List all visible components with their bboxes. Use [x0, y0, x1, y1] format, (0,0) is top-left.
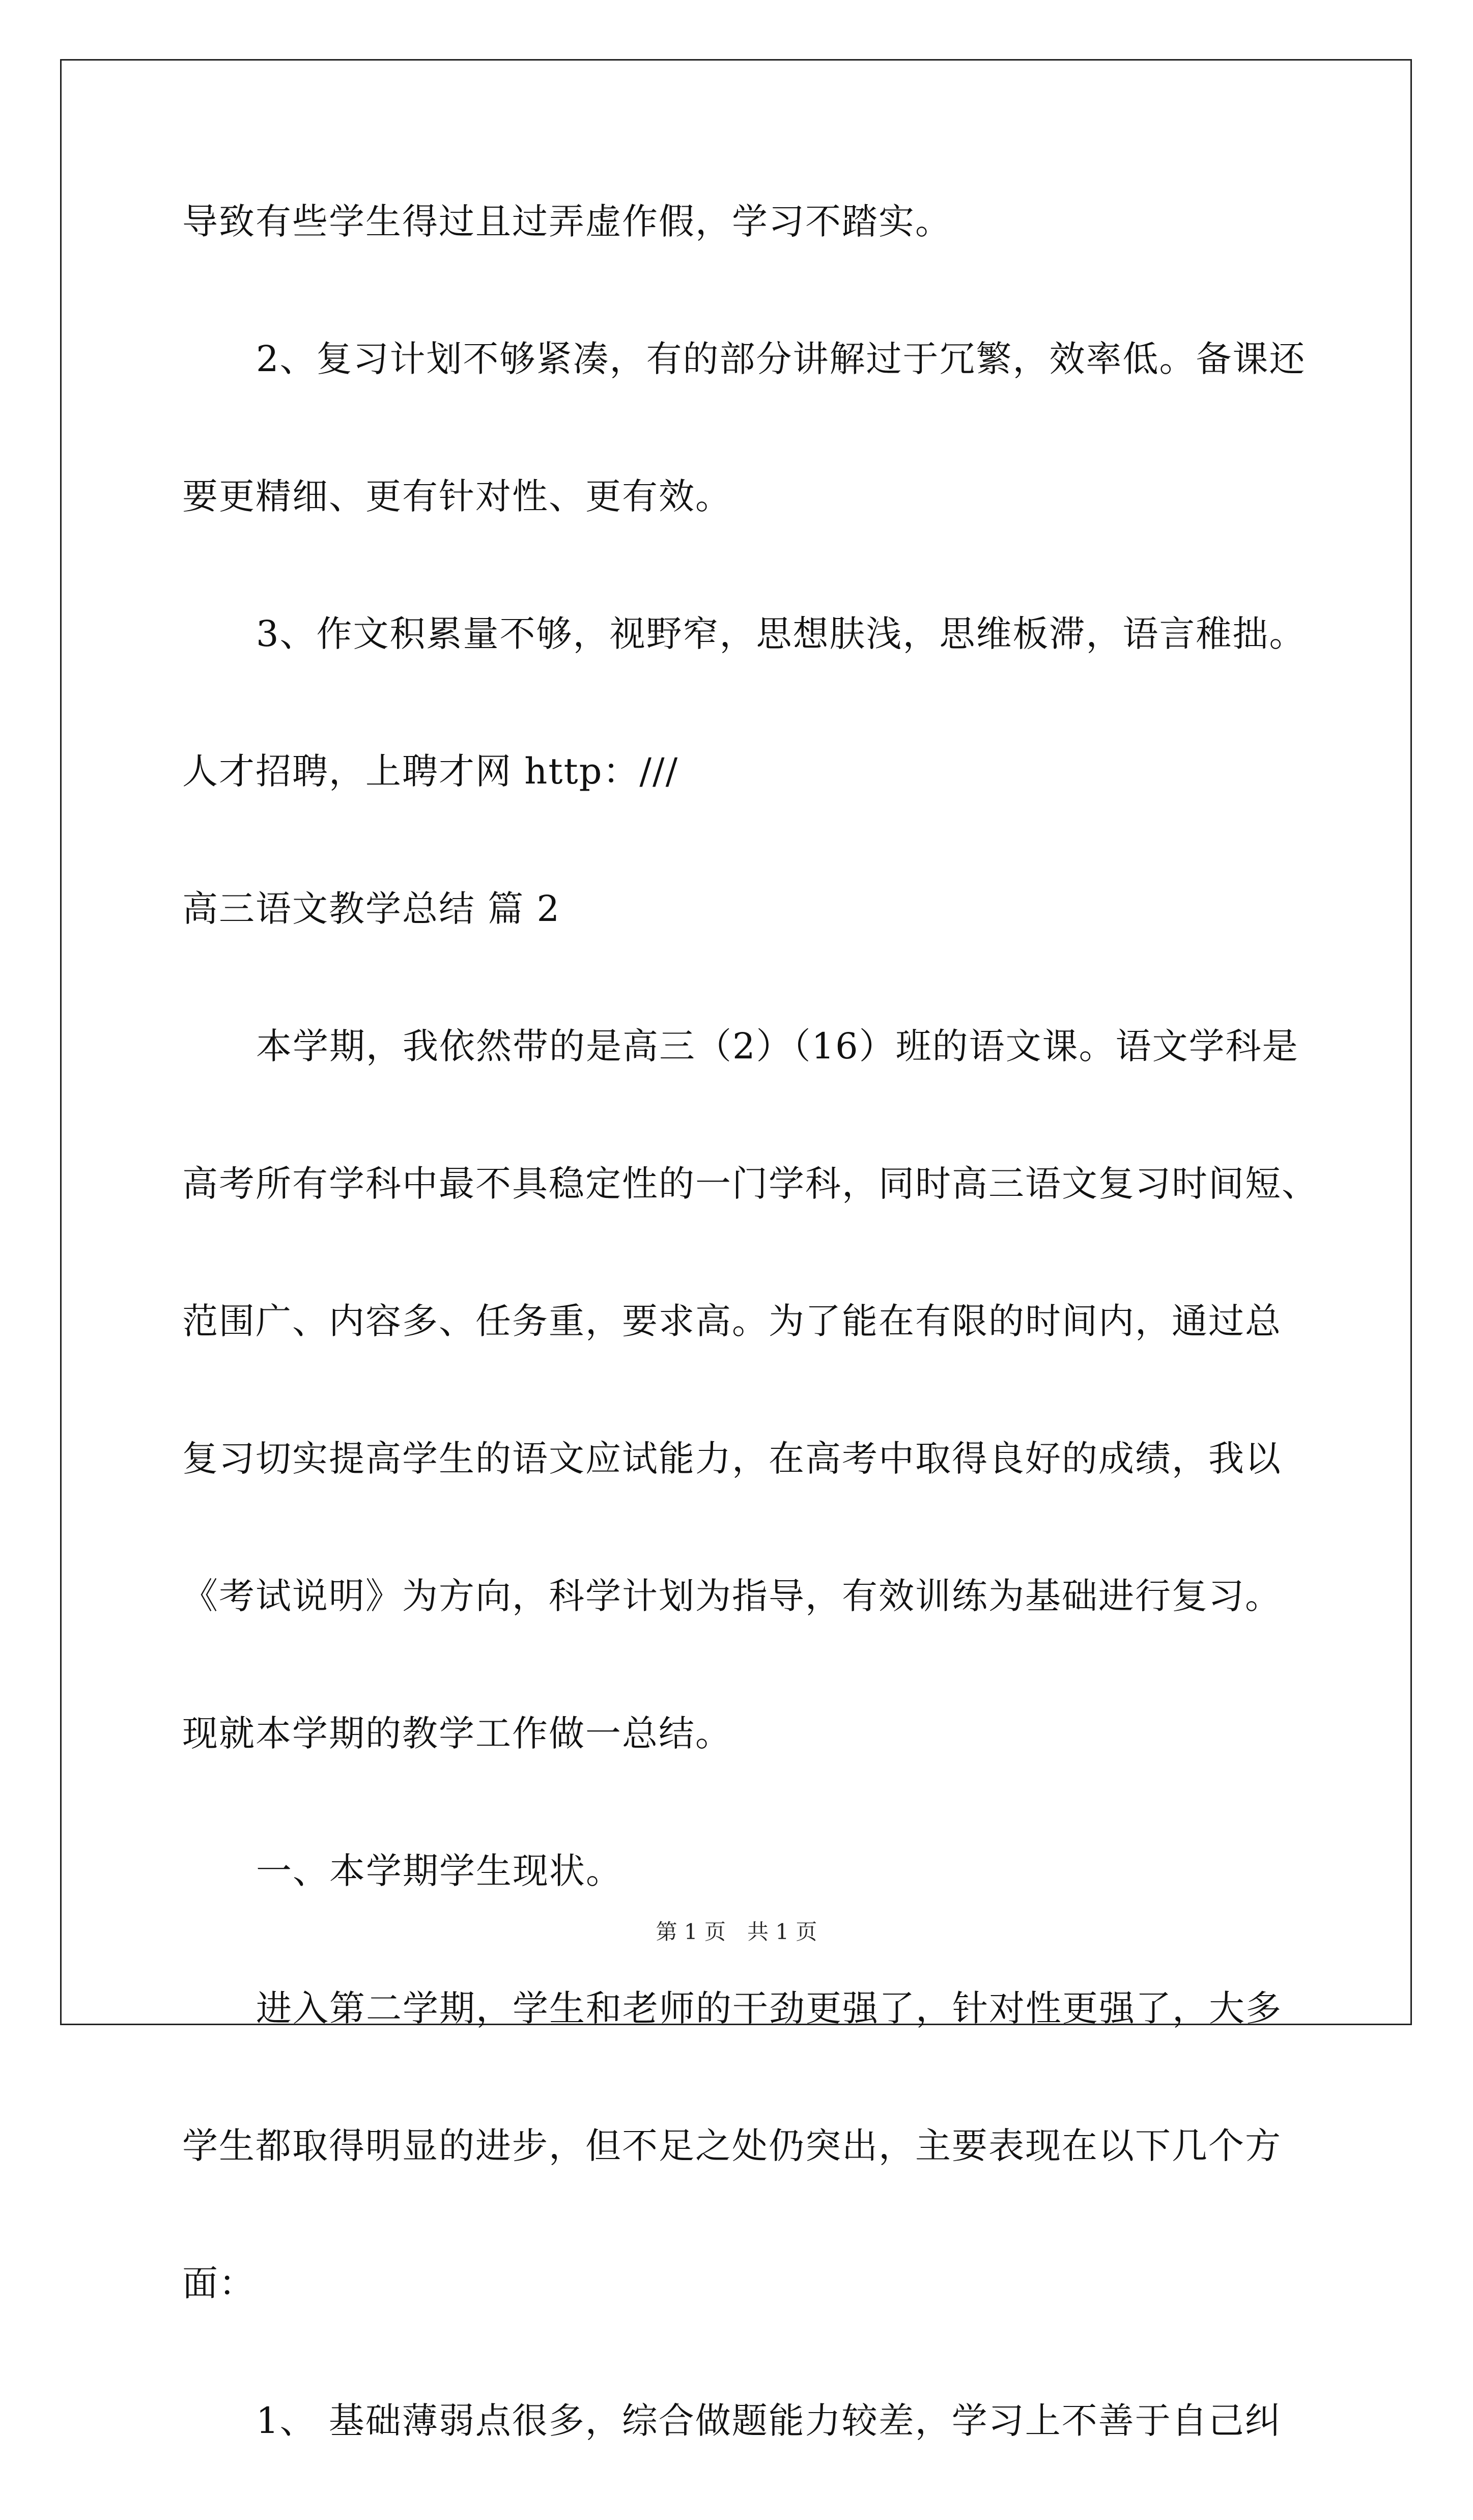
- text-line-15: 学生都取得明显的进步，但不足之处仍突出，主要表现在以下几个方: [182, 2125, 1282, 2167]
- text-line-7: 本学期，我依然带的是高三（2）（16）班的语文课。语文学科是: [256, 1025, 1299, 1067]
- text-line-13: 一、本学期学生现状。: [256, 1850, 622, 1892]
- text-line-17: 1、 基础薄弱点很多，综合做题能力较差，学习上不善于自己纠: [256, 2400, 1282, 2442]
- text-line-1: 导致有些学生得过且过弄虚作假，学习不踏实。: [182, 201, 952, 242]
- text-line-9: 范围广、内容多、任务重，要求高。为了能在有限的时间内，通过总: [182, 1300, 1282, 1342]
- text-line-11: 《考试说明》为方向，科学计划为指导，有效训练为基础进行复习。: [182, 1575, 1282, 1617]
- text-line-3: 要更精细、更有针对性、更有效。: [182, 475, 732, 517]
- text-line-8: 高考所有学科中最不具稳定性的一门学科，同时高三语文复习时间短、: [182, 1163, 1318, 1205]
- text-line-14: 进入第二学期，学生和老师的干劲更强了，针对性更强了，大多: [256, 1987, 1282, 2029]
- page-footer: 第 1 页 共 1 页: [656, 1919, 817, 1944]
- text-line-16: 面：: [182, 2262, 256, 2304]
- text-line-4: 3、作文积累量不够，视野窄，思想肤浅，思维板滞，语言稚拙。: [256, 613, 1306, 655]
- document-body: [182, 183, 1333, 2520]
- text-line-10: 复习切实提高学生的语文应试能力，在高考中取得良好的成绩，我以: [182, 1438, 1282, 1479]
- text-line-2: 2、复习计划不够紧凑，有的部分讲解过于冗繁，效率低。备课还: [256, 338, 1306, 380]
- text-line-5: 人才招聘，上聘才网 http：///: [182, 750, 679, 792]
- section-heading: 高三语文教学总结 篇 2: [182, 888, 561, 930]
- text-line-12: 现就本学期的教学工作做一总结。: [182, 1713, 732, 1754]
